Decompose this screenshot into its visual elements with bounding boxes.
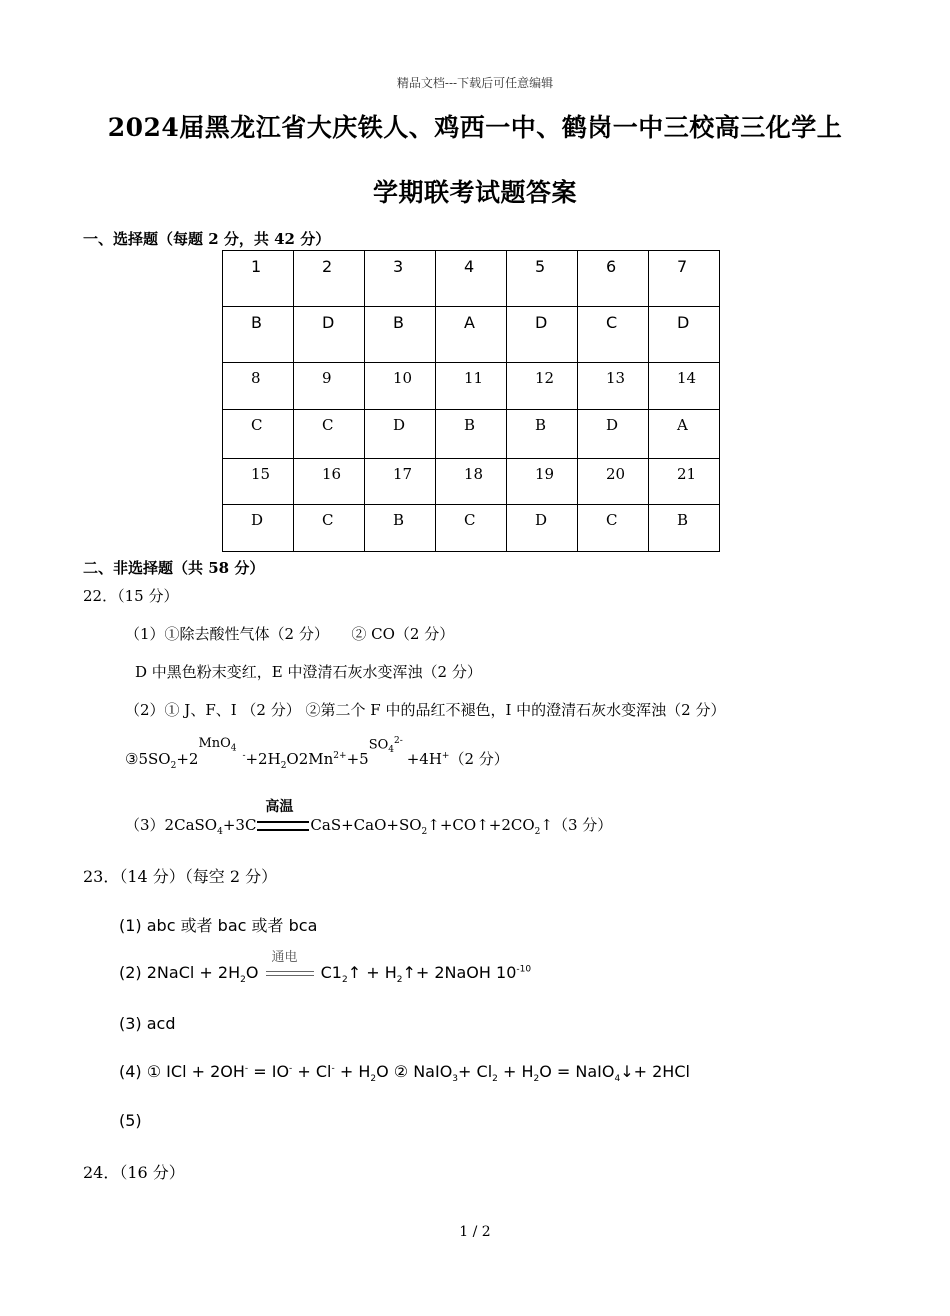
q22-part2: （2）① J、F、I （2 分） ②第二个 F 中的品红不褪色，I 中的澄清石灰水变浑浊（2 分） [125,701,726,719]
answer-cell: D [649,307,720,363]
answer-cell: 19 [507,459,578,505]
answer-cell: 17 [365,459,436,505]
answer-cell: 16 [294,459,365,505]
title-line-1: 2024届黑龙江省大庆铁人、鸡西一中、鹤岗一中三校高三化学上 [107,113,843,142]
answer-row [223,251,720,307]
answer-cell: C [223,410,294,459]
q22-part1: （1）①除去酸性气体（2 分） ② CO（2 分） [125,625,455,643]
q22-label: 22．（15 分） [83,587,179,605]
answer-cell: 20 [578,459,649,505]
answer-row [223,459,720,505]
q22-part1-observation: D 中黑色粉末变红，E 中澄清石灰水变浑浊（2 分） [135,663,482,681]
answer-cell: D [223,505,294,552]
q23-part3: (3) acd [119,1014,176,1033]
answer-table-top [222,250,720,363]
answer-cell: 14 [649,363,720,410]
page-number: 1 / 2 [459,1224,491,1240]
answer-cell: 4 [436,251,507,307]
q22-equation-part3: （3）2CaSO$_4$+3C 高温 $CaS+CaO+SO_2↑+CO↑+2CO_2↑(3$ 分） [125,814,612,837]
answer-cell: C [436,505,507,552]
condition-electrolysis: 通电 [271,950,298,965]
answer-cell: 12 [507,363,578,410]
answer-cell: 15 [223,459,294,505]
q24-label: 24．（16 分） [83,1163,185,1182]
answer-cell: D [507,505,578,552]
answer-cell: C [294,505,365,552]
answer-cell: 3 [365,251,436,307]
answer-cell: D [365,410,436,459]
answer-cell: D [578,410,649,459]
answer-cell: C [578,307,649,363]
answer-cell: B [365,307,436,363]
q23-part2: (2) 2NaCl + $2H_2O$ 通电 $C1_2↑$ + $H_2↑+$ 2NaOH $10^{-10}$ [119,963,531,985]
answer-cell: D [294,307,365,363]
answer-cell: 10 [365,363,436,410]
q23-part1: (1) abc 或者 bac 或者 bca [119,916,318,935]
answer-cell: 1 [223,251,294,307]
answer-cell: B [649,505,720,552]
section-1-heading: 一、选择题（每题 2 分，共 42 分） [83,230,331,248]
q23-part4: (4) ① ICl + $2OH^- = IO^- + Cl^- + H_2O$ ② NaIO$_3$+ $Cl_2 + H_2O$ = NaIO$_4$↓+ 2HCl [119,1062,690,1085]
condition-high-temperature: 高温 [265,799,294,815]
answer-cell: 11 [436,363,507,410]
answer-cell: 21 [649,459,720,505]
answer-cell: 2 [294,251,365,307]
answer-cell: C [578,505,649,552]
answer-cell: 6 [578,251,649,307]
answer-cell: B [436,410,507,459]
title-line-2: 学期联考试题答案 [372,178,577,207]
answer-row [223,505,720,552]
answer-cell: B [365,505,436,552]
answer-cell: 8 [223,363,294,410]
q22-equation-3: $③5SO_2+2$ MnO$_4$ $^-+2H_2O2Mn^{2+}+5$ $SO_4^{2-}$ +4H+（2 分） [125,736,509,771]
answer-cell: A [649,410,720,459]
answer-cell: C [294,410,365,459]
header-note: 精品文档---下载后可任意编辑 [396,76,554,90]
answer-row [223,307,720,363]
answer-table-bottom [222,362,720,552]
answer-cell: A [436,307,507,363]
q23-part5: (5) [119,1111,142,1130]
section-2-heading: 二、非选择题（共 58 分） [83,559,265,577]
answer-cell: 7 [649,251,720,307]
answer-cell: 18 [436,459,507,505]
answer-row [223,363,720,410]
answer-cell: 9 [294,363,365,410]
answer-row [223,410,720,459]
answer-cell: B [223,307,294,363]
answer-cell: 5 [507,251,578,307]
answer-cell: D [507,307,578,363]
answer-cell: 13 [578,363,649,410]
answer-cell: B [507,410,578,459]
q23-label: 23．（14 分）（每空 2 分） [83,867,278,886]
